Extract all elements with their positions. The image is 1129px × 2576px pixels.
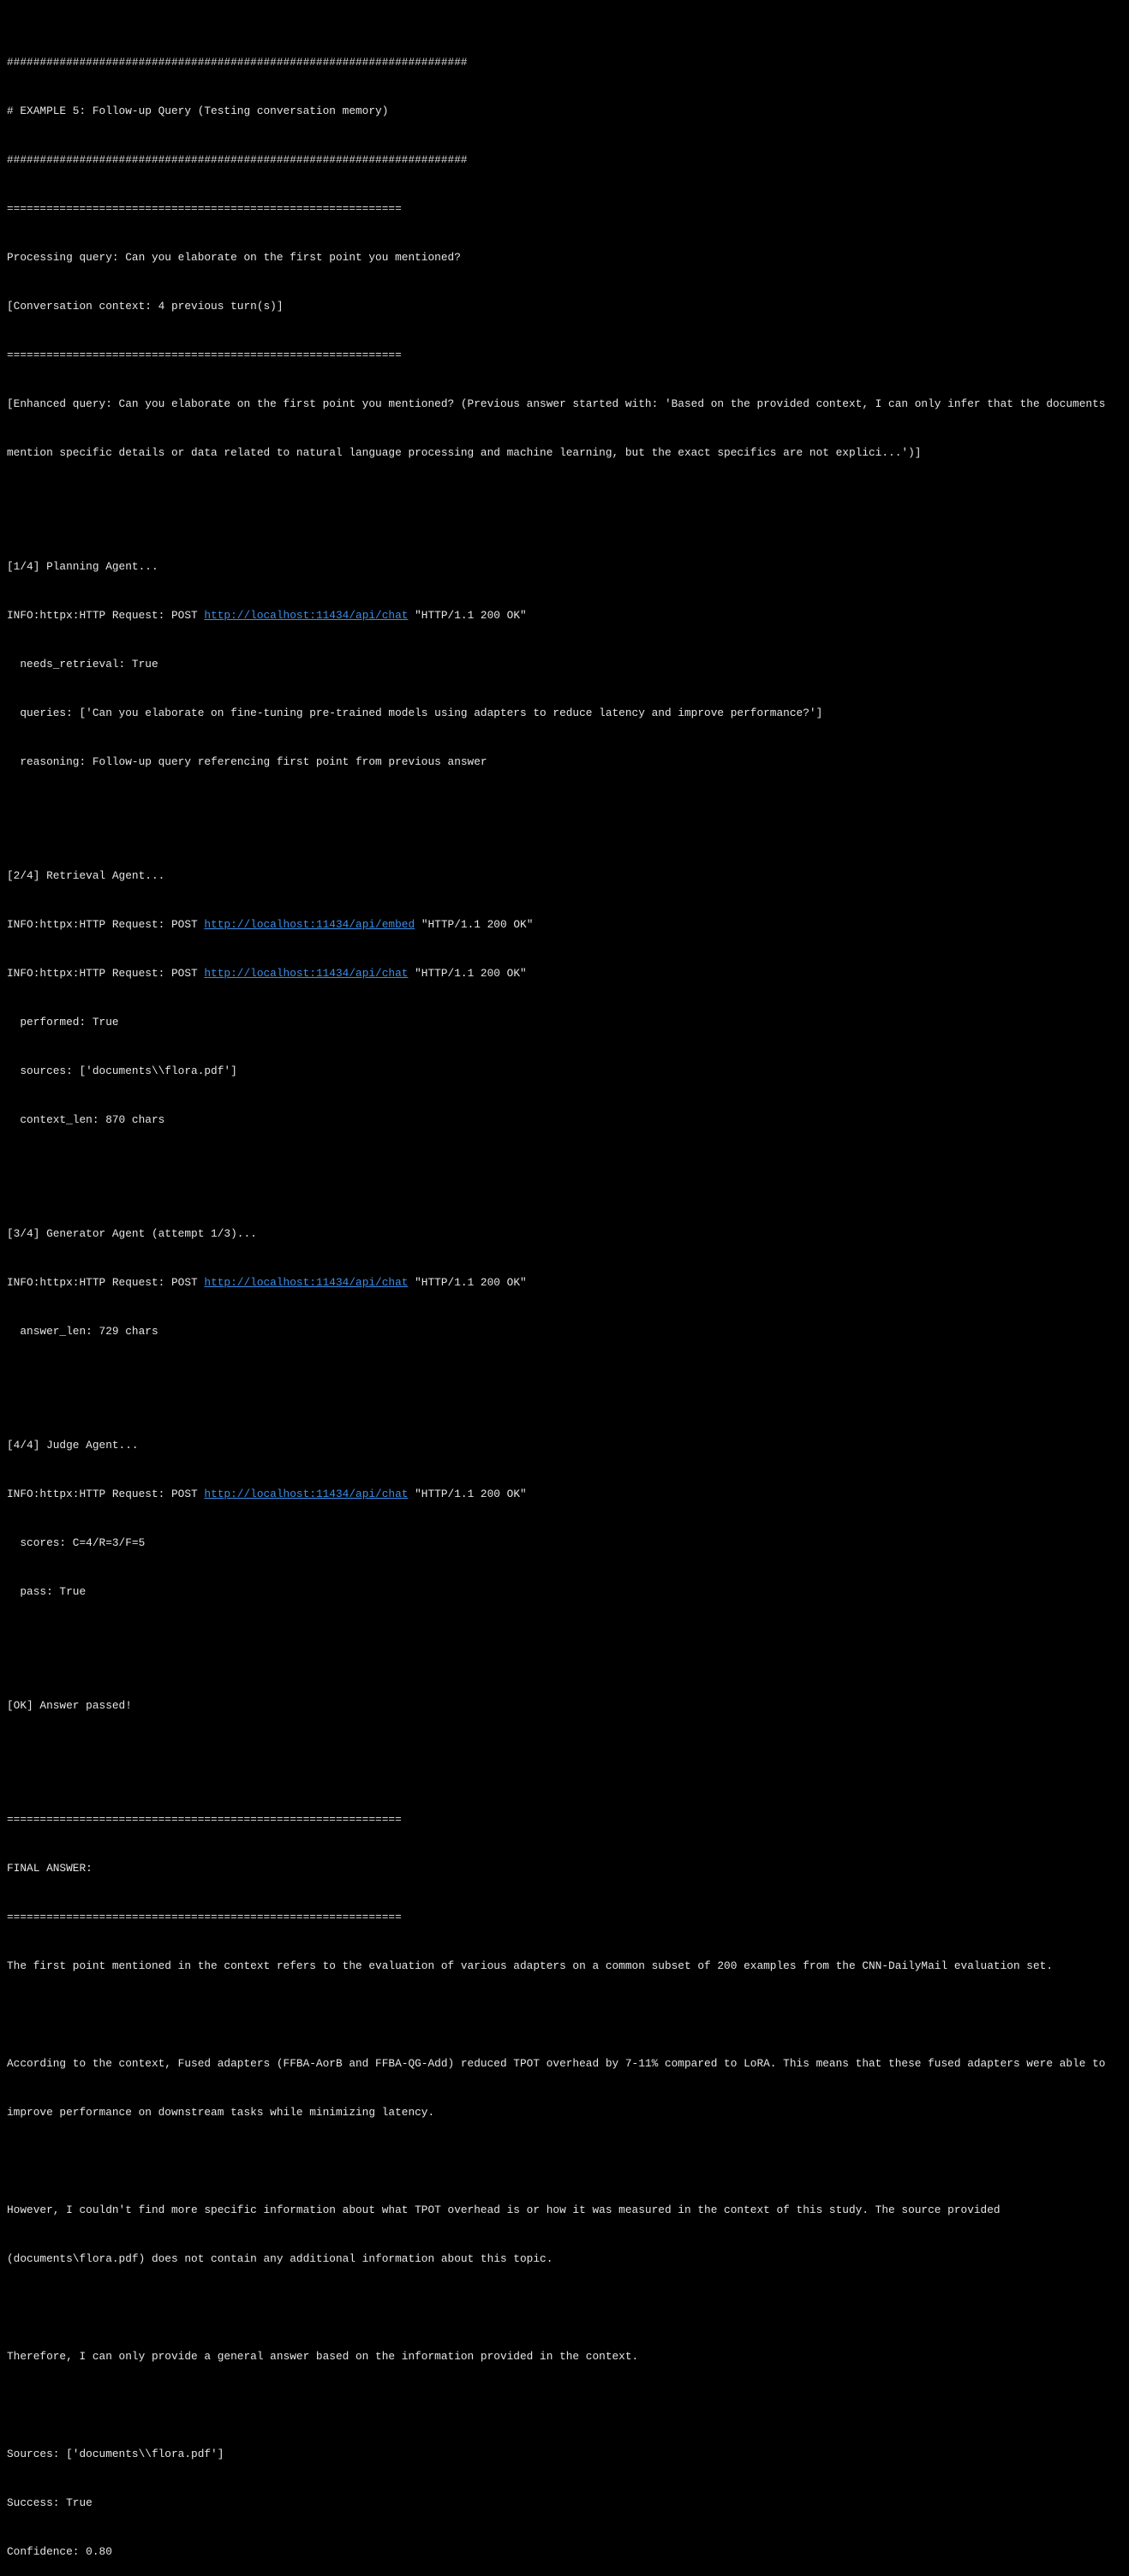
chat-api-link[interactable]: http://localhost:11434/api/chat (204, 1276, 409, 1289)
retrieval-context-len: context_len: 870 chars (7, 1113, 165, 1126)
retrieval-agent-heading: [2/4] Retrieval Agent... (7, 869, 165, 882)
final-answer-p1: The first point mentioned in the context refers to the evaluation of various adapters on a common subset of 200 examples from the CNN-DailyMail evaluation set. (7, 1959, 1054, 1972)
judge-scores: scores: C=4/R=3/F=5 (7, 1536, 146, 1549)
eq-separator: ============================================================ (7, 202, 402, 215)
conversation-context: [Conversation context: 4 previous turn(s)] (7, 300, 284, 313)
final-answer-p4: Therefore, I can only provide a general answer based on the information provided in the context. (7, 2350, 639, 2363)
http-status: "HTTP/1.1 200 OK" (408, 1488, 527, 1500)
retrieval-sources: sources: ['documents\\flora.pdf'] (7, 1064, 237, 1077)
http-log-line (7, 607, 1129, 623)
judge-pass: pass: True (7, 1585, 87, 1598)
processing-query: Processing query: Can you elaborate on the first point you mentioned? (7, 251, 461, 264)
eq-separator: ============================================================ (7, 1813, 402, 1826)
http-status: "HTTP/1.1 200 OK" (408, 609, 527, 622)
needs-retrieval: needs_retrieval: True (7, 658, 158, 671)
http-status: "HTTP/1.1 200 OK" (415, 918, 534, 931)
http-status: "HTTP/1.1 200 OK" (408, 967, 527, 980)
judge-agent-heading: [4/4] Judge Agent... (7, 1439, 139, 1452)
eq-separator: ============================================================ (7, 349, 402, 361)
final-success: Success: True (7, 2496, 93, 2509)
final-confidence: Confidence: 0.80 (7, 2545, 112, 2558)
ok-message: [OK] Answer passed! (7, 1699, 132, 1712)
generator-agent-heading: [3/4] Generator Agent (attempt 1/3)... (7, 1227, 257, 1240)
hash-separator: ###################################################################### (7, 56, 468, 69)
final-answer-p3-cont: (documents\flora.pdf) does not contain any additional information about this topic. (7, 2252, 553, 2265)
chat-api-link[interactable]: http://localhost:11434/api/chat (204, 967, 409, 980)
http-prefix: INFO:httpx:HTTP Request: POST (7, 1276, 205, 1289)
hash-separator: ###################################################################### (7, 153, 468, 166)
chat-api-link[interactable]: http://localhost:11434/api/chat (204, 1488, 409, 1500)
planning-agent-heading: [1/4] Planning Agent... (7, 560, 158, 573)
final-answer-p2-cont: improve performance on downstream tasks while minimizing latency. (7, 2106, 435, 2119)
enhanced-query-cont: mention specific details or data related to natural language processing and machine learning, but the exact specifics are not explici...')] (7, 446, 922, 459)
embed-api-link[interactable]: http://localhost:11434/api/embed (204, 918, 415, 931)
http-prefix: INFO:httpx:HTTP Request: POST (7, 609, 205, 622)
http-log-line (7, 965, 1129, 981)
chat-api-link[interactable]: http://localhost:11434/api/chat (204, 609, 409, 622)
planning-queries: queries: ['Can you elaborate on fine-tuning pre-trained models using adapters to reduce latency and improve performance?'] (7, 707, 823, 719)
enhanced-query: [Enhanced query: Can you elaborate on the first point you mentioned? (Previous answer started with: 'Based on the provided context, I can only infer that the documents (7, 397, 1106, 410)
http-log-line (7, 916, 1129, 933)
final-sources: Sources: ['documents\\flora.pdf'] (7, 2448, 224, 2460)
planning-reasoning: reasoning: Follow-up query referencing first point from previous answer (7, 755, 487, 768)
final-answer-label: FINAL ANSWER: (7, 1862, 93, 1875)
final-answer-p3: However, I couldn't find more specific information about what TPOT overhead is or how it was measured in the context of this study. The source provided (7, 2203, 1001, 2216)
final-answer-p2: According to the context, Fused adapters (FFBA-AorB and FFBA-QG-Add) reduced TPOT overhead by 7-11% compared to LoRA. This means that these fused adapters were able to (7, 2057, 1106, 2070)
http-prefix: INFO:httpx:HTTP Request: POST (7, 918, 205, 931)
eq-separator: ============================================================ (7, 1911, 402, 1923)
generator-answer-len: answer_len: 729 chars (7, 1325, 158, 1338)
http-prefix: INFO:httpx:HTTP Request: POST (7, 1488, 205, 1500)
http-log-line (7, 1486, 1129, 1502)
retrieval-performed: performed: True (7, 1016, 119, 1029)
example-title: # EXAMPLE 5: Follow-up Query (Testing conversation memory) (7, 104, 389, 117)
http-status: "HTTP/1.1 200 OK" (408, 1276, 527, 1289)
http-log-line (7, 1274, 1129, 1291)
http-prefix: INFO:httpx:HTTP Request: POST (7, 967, 205, 980)
